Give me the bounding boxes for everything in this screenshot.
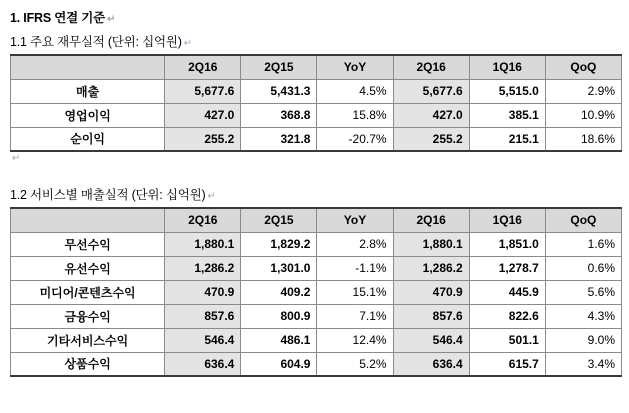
table1-header-6: QoQ: [545, 55, 621, 79]
table2-row3-label: 금융수익: [11, 304, 165, 328]
table-row: [11, 79, 622, 103]
table1-header-4: 2Q16: [393, 55, 469, 79]
table2-row0-cell1: 1,829.2: [241, 232, 317, 256]
table2-row0-cell5: 1.6%: [545, 232, 621, 256]
table1-header-3: YoY: [317, 55, 393, 79]
table2-row4-cell0: 546.4: [165, 328, 241, 352]
table1-row1-cell2: 15.8%: [317, 103, 393, 127]
table2-caption-text: 1.2 서비스별 매출실적 (단위: 십억원): [10, 188, 206, 202]
page-title: [10, 8, 621, 26]
table1-row2-cell5: 18.6%: [545, 127, 621, 151]
table2-row4-cell3: 546.4: [393, 328, 469, 352]
paragraph-mark-icon: ↵: [183, 38, 192, 49]
page-title-text: 1. IFRS 연결 기준: [10, 11, 106, 25]
table1-header-5: 1Q16: [469, 55, 545, 79]
table-row: [11, 103, 622, 127]
table2-row3-cell5: 4.3%: [545, 304, 621, 328]
section-spacer: [8, 165, 621, 183]
table1-row0-cell5: 2.9%: [545, 79, 621, 103]
table2-row0-cell0: 1,880.1: [165, 232, 241, 256]
table1-caption: [10, 32, 621, 50]
table-row: [11, 232, 622, 256]
paragraph-mark-after-table1: [10, 153, 621, 165]
table-row: [11, 256, 622, 280]
table2-row3-cell1: 800.9: [241, 304, 317, 328]
table2-row1-label: 유선수익: [11, 256, 165, 280]
table2-row0-label: 무선수익: [11, 232, 165, 256]
table2-row2-cell5: 5.6%: [545, 280, 621, 304]
table1-row2-cell0: 255.2: [165, 127, 241, 151]
table2-row0-cell4: 1,851.0: [469, 232, 545, 256]
table2-row4-cell5: 9.0%: [545, 328, 621, 352]
table-row: [11, 127, 622, 151]
table1-row2-cell4: 215.1: [469, 127, 545, 151]
table2-header-1: 2Q16: [165, 208, 241, 232]
service-revenue-table: [10, 207, 622, 377]
paragraph-mark-icon: ↵: [107, 14, 116, 25]
table2-row1-cell3: 1,286.2: [393, 256, 469, 280]
table-row: [11, 304, 622, 328]
table2-row5-cell1: 604.9: [241, 352, 317, 376]
table2-row5-cell5: 3.4%: [545, 352, 621, 376]
table2-header-5: 1Q16: [469, 208, 545, 232]
table2-row4-cell4: 501.1: [469, 328, 545, 352]
table2-row0-cell3: 1,880.1: [393, 232, 469, 256]
table1-header-0: [11, 55, 165, 79]
table1-row0-label: 매출: [11, 79, 165, 103]
table1-header-1: 2Q16: [165, 55, 241, 79]
table2-row2-cell3: 470.9: [393, 280, 469, 304]
table1-row1-label: 영업이익: [11, 103, 165, 127]
financial-summary-table: [10, 54, 622, 152]
table-header-row: [11, 208, 622, 232]
table2-row2-cell4: 445.9: [469, 280, 545, 304]
table1-row0-cell2: 4.5%: [317, 79, 393, 103]
table2-row5-cell4: 615.7: [469, 352, 545, 376]
table2-header-4: 2Q16: [393, 208, 469, 232]
table1-row2-cell2: -20.7%: [317, 127, 393, 151]
table2-header-3: YoY: [317, 208, 393, 232]
table2-row4-label: 기타서비스수익: [11, 328, 165, 352]
table2-row2-cell0: 470.9: [165, 280, 241, 304]
table2-caption: [10, 185, 621, 203]
table2-row5-label: 상품수익: [11, 352, 165, 376]
table1-header-2: 2Q15: [241, 55, 317, 79]
table1-row1-cell1: 368.8: [241, 103, 317, 127]
table2-row0-cell2: 2.8%: [317, 232, 393, 256]
table1-row2-cell1: 321.8: [241, 127, 317, 151]
table-row: [11, 328, 622, 352]
table2-row2-cell2: 15.1%: [317, 280, 393, 304]
table2-row1-cell5: 0.6%: [545, 256, 621, 280]
table2-header-2: 2Q15: [241, 208, 317, 232]
table1-row0-cell1: 5,431.3: [241, 79, 317, 103]
table2-row2-label: 미디어/콘텐츠수익: [11, 280, 165, 304]
table2-row5-cell3: 636.4: [393, 352, 469, 376]
table2-row3-cell3: 857.6: [393, 304, 469, 328]
table1-row1-cell3: 427.0: [393, 103, 469, 127]
table1-row2-cell3: 255.2: [393, 127, 469, 151]
table2-row5-cell0: 636.4: [165, 352, 241, 376]
table-header-row: [11, 55, 622, 79]
table2-header-0: [11, 208, 165, 232]
table2-row2-cell1: 409.2: [241, 280, 317, 304]
table2-row1-cell4: 1,278.7: [469, 256, 545, 280]
table1-row2-label: 순이익: [11, 127, 165, 151]
table2-row1-cell1: 1,301.0: [241, 256, 317, 280]
table2-row1-cell0: 1,286.2: [165, 256, 241, 280]
table1-row1-cell0: 427.0: [165, 103, 241, 127]
paragraph-mark-icon: ↵: [12, 153, 21, 164]
table1-row0-cell4: 5,515.0: [469, 79, 545, 103]
table2-row4-cell2: 12.4%: [317, 328, 393, 352]
table-row: [11, 280, 622, 304]
table2-row4-cell1: 486.1: [241, 328, 317, 352]
table-row: [11, 352, 622, 376]
table1-row1-cell4: 385.1: [469, 103, 545, 127]
table1-caption-text: 1.1 주요 재무실적 (단위: 십억원): [10, 35, 182, 49]
table2-row3-cell0: 857.6: [165, 304, 241, 328]
paragraph-mark-icon: ↵: [207, 191, 216, 202]
table2-header-6: QoQ: [545, 208, 621, 232]
table2-row3-cell4: 822.6: [469, 304, 545, 328]
table2-row5-cell2: 5.2%: [317, 352, 393, 376]
table2-row3-cell2: 7.1%: [317, 304, 393, 328]
table1-row0-cell3: 5,677.6: [393, 79, 469, 103]
table1-row1-cell5: 10.9%: [545, 103, 621, 127]
table2-row1-cell2: -1.1%: [317, 256, 393, 280]
table1-row0-cell0: 5,677.6: [165, 79, 241, 103]
